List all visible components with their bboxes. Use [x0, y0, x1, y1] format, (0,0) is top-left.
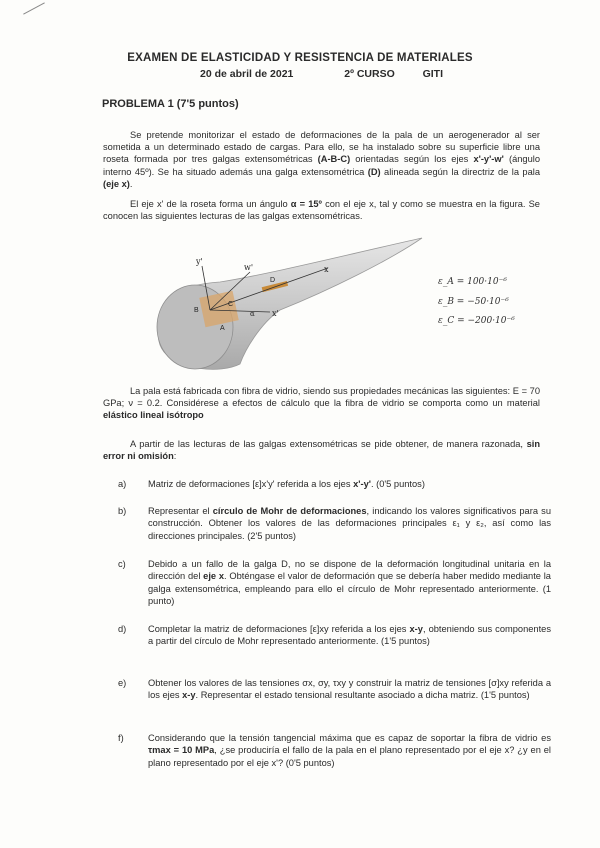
axis-x-label: x — [324, 265, 329, 274]
scan-pen-mark — [23, 2, 45, 14]
reading-a: ε_A = 100·10⁻⁶ — [438, 277, 507, 287]
question-label: d) — [118, 624, 127, 634]
question-label: f) — [118, 733, 124, 743]
paragraph-angle: El eje x' de la roseta forma un ángulo α = 15º con el eje x, tal y como se muestra en la figura. Se conocen las siguientes lecturas de las galgas extensométricas. — [103, 199, 540, 222]
question-text: Representar el círculo de Mohr de deformaciones, indicando los valores significativos para su construcción. Obtener los valores de las deformaciones principales ε₁ y ε₂, así como las direcciones principales. (2'5 puntos) — [148, 506, 551, 541]
question-text: Debido a un fallo de la galga D, no se dispone de la deformación longitudinal unitaria en la dirección del eje x. Obténgase el valor de deformación que se debería haber medido mediante la galga extensométrica, empleando para ello el círculo de Mohr representado anteriormente. (1 punto) — [148, 559, 551, 607]
blade-figure — [150, 232, 430, 382]
question-a — [118, 478, 558, 492]
question-text: Completar la matriz de deformaciones [ε]xy referida a los ejes x-y, obteniendo sus componentes a partir del círculo de Mohr representado anteriormente. (1'5 puntos) — [148, 624, 551, 647]
exam-date: 20 de abril de 2021 — [200, 68, 294, 80]
axis-y-label: y' — [196, 257, 203, 266]
question-label: a) — [118, 479, 127, 489]
question-b — [118, 505, 558, 545]
question-label: b) — [118, 506, 127, 516]
paragraph-material: La pala está fabricada con fibra de vidrio, siendo sus propiedades mecánicas las siguientes: E = 70 GPa; ν = 0.2. Considérese a efectos de cálculo que la fibra de vidrio se comporta como un material elástico lineal isótropo — [103, 386, 540, 421]
question-label: c) — [118, 559, 126, 569]
question-label: e) — [118, 678, 127, 688]
gauge-a-label: A — [220, 325, 225, 332]
paragraph-intro: Se pretende monitorizar el estado de deformaciones de la pala de un aerogenerador al ser sometida a un determinado estado de cargas. Para ello, se ha instalado sobre su superficie libre una roseta formada por tres galgas extensométricas (A-B-C) orientadas según los ejes x'-y'-w' (ángulo interno 45º). Se ha situado además una galga extensométrica (D) alineada según la directriz de la pala (eje x). — [103, 130, 541, 189]
exam-degree: GITI — [422, 68, 444, 80]
exam-subheader — [200, 68, 443, 80]
paragraph-request: A partir de las lecturas de las galgas extensométricas se pide obtener, de manera razonada, sin error ni omisión: — [103, 439, 540, 462]
question-text: Considerando que la tensión tangencial máxima que es capaz de soportar la fibra de vidrio es τmax = 10 MPa, ¿se produciría el fallo de la pala en el plano representado por el eje x? ¿y en el plano representado por el eje x'? (0'5 puntos) — [148, 733, 551, 768]
reading-c: ε_C = −200·10⁻⁶ — [438, 316, 515, 326]
gauge-d-label: D — [270, 277, 276, 284]
question-text: Obtener los valores de las tensiones σx, σy, τxy y construir la matriz de tensiones [σ]xy referida a los ejes x-y. Representar el estado tensional resultante asociado a dicha matriz. (1'5 puntos) — [148, 678, 551, 701]
reading-b: ε_B = −50·10⁻⁶ — [438, 297, 509, 307]
problem-title: PROBLEMA 1 (7'5 puntos) — [102, 98, 239, 110]
gauge-c-label: C — [228, 301, 234, 308]
angle-label: α — [250, 310, 255, 318]
question-e — [118, 677, 558, 717]
exam-course: 2º CURSO — [344, 68, 395, 80]
gauge-b-label: B — [194, 307, 199, 314]
question-f — [118, 732, 558, 784]
axis-x-prime-label: x' — [272, 309, 279, 318]
question-text: Matriz de deformaciones [ε]x'y' referida a los ejes x'-y'. (0'5 puntos) — [148, 479, 425, 489]
question-d — [118, 623, 558, 663]
axis-w-label: w' — [244, 263, 254, 272]
question-c — [118, 558, 558, 610]
exam-title: EXAMEN DE ELASTICIDAD Y RESISTENCIA DE MATERIALES — [127, 52, 473, 64]
